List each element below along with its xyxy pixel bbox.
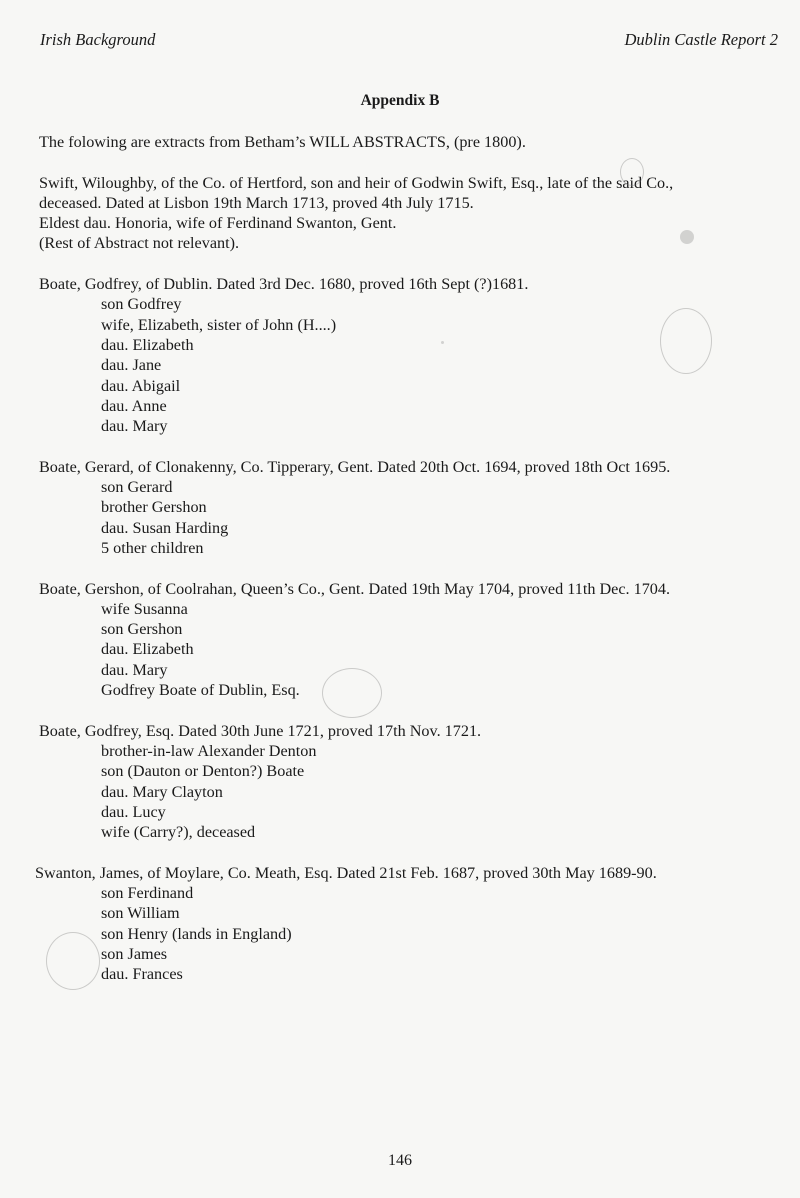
entry-item: wife (Carry?), deceased bbox=[101, 823, 256, 842]
paper-speck bbox=[441, 341, 444, 344]
will-entry-boate-gershon bbox=[39, 579, 795, 701]
entry-item: dau. Elizabeth bbox=[101, 640, 194, 659]
page-number: 146 bbox=[388, 1152, 412, 1169]
entry-item: dau. Susan Harding bbox=[101, 518, 229, 537]
swift-line: Eldest dau. Honoria, wife of Ferdinand Swanton, Gent. bbox=[39, 214, 397, 233]
entry-item: son James bbox=[101, 944, 168, 963]
entry-item: dau. Lucy bbox=[101, 802, 166, 821]
entry-item: brother Gershon bbox=[101, 498, 207, 517]
entry-item: Godfrey Boate of Dublin, Esq. bbox=[101, 681, 300, 700]
entry-item: dau. Elizabeth bbox=[101, 335, 194, 354]
appendix-title: Appendix B bbox=[360, 92, 440, 109]
will-entry-boate-godfrey-1721 bbox=[39, 721, 795, 843]
entry-item: son Henry (lands in England) bbox=[101, 924, 292, 943]
will-entry-boate-gerard bbox=[39, 457, 795, 558]
entry-item: dau. Anne bbox=[101, 396, 167, 415]
entry-item: son Ferdinand bbox=[101, 883, 194, 902]
swift-line: (Rest of Abstract not relevant). bbox=[39, 234, 240, 253]
intro-paragraph: The folowing are extracts from Betham’s WILL ABSTRACTS, (pre 1800). bbox=[39, 133, 526, 151]
entry-item: dau. Mary bbox=[101, 660, 168, 679]
paper-speck bbox=[680, 230, 694, 244]
entry-item: dau. Mary Clayton bbox=[101, 782, 223, 801]
entry-heading: Boate, Gerard, of Clonakenny, Co. Tipperary, Gent. Dated 20th Oct. 1694, proved 18th Oct 1695. bbox=[39, 457, 671, 476]
entry-item: brother-in-law Alexander Denton bbox=[101, 741, 317, 760]
entry-item: dau. Abigail bbox=[101, 376, 181, 395]
entry-item: dau. Jane bbox=[101, 356, 162, 375]
entry-item: 5 other children bbox=[101, 538, 204, 557]
entry-heading: Boate, Godfrey, of Dublin. Dated 3rd Dec. 1680, proved 16th Sept (?)1681. bbox=[39, 275, 529, 294]
document-body bbox=[35, 132, 795, 1005]
entry-heading: Swanton, James, of Moylare, Co. Meath, Esq. Dated 21st Feb. 1687, proved 30th May 1689-90. bbox=[35, 863, 657, 882]
running-head-left: Irish Background bbox=[40, 30, 156, 49]
swift-line: deceased. Dated at Lisbon 19th March 1713, proved 4th July 1715. bbox=[39, 193, 474, 212]
entry-item: dau. Mary bbox=[101, 417, 168, 436]
entry-item: son Gerard bbox=[101, 478, 173, 497]
entry-item: son (Dauton or Denton?) Boate bbox=[101, 762, 305, 781]
entry-item: wife Susanna bbox=[101, 599, 188, 618]
swift-line: Swift, Wiloughby, of the Co. of Hertford, son and heir of Godwin Swift, Esq., late of the said Co., bbox=[39, 173, 674, 192]
entry-heading: Boate, Godfrey, Esq. Dated 30th June 1721, proved 17th Nov. 1721. bbox=[39, 721, 482, 740]
entry-item: son Godfrey bbox=[101, 295, 182, 314]
entry-item: dau. Frances bbox=[101, 965, 183, 984]
will-entry-boate-godfrey-1681 bbox=[39, 274, 795, 436]
entry-item: son Gershon bbox=[101, 620, 183, 639]
entry-heading: Boate, Gershon, of Coolrahan, Queen’s Co., Gent. Dated 19th May 1704, proved 11th Dec. 1704. bbox=[39, 579, 671, 598]
will-entry-swanton-james bbox=[35, 863, 795, 985]
running-head-right: Dublin Castle Report 2 bbox=[624, 30, 778, 49]
entry-item: wife, Elizabeth, sister of John (H....) bbox=[101, 315, 337, 334]
entry-item: son William bbox=[101, 904, 180, 923]
